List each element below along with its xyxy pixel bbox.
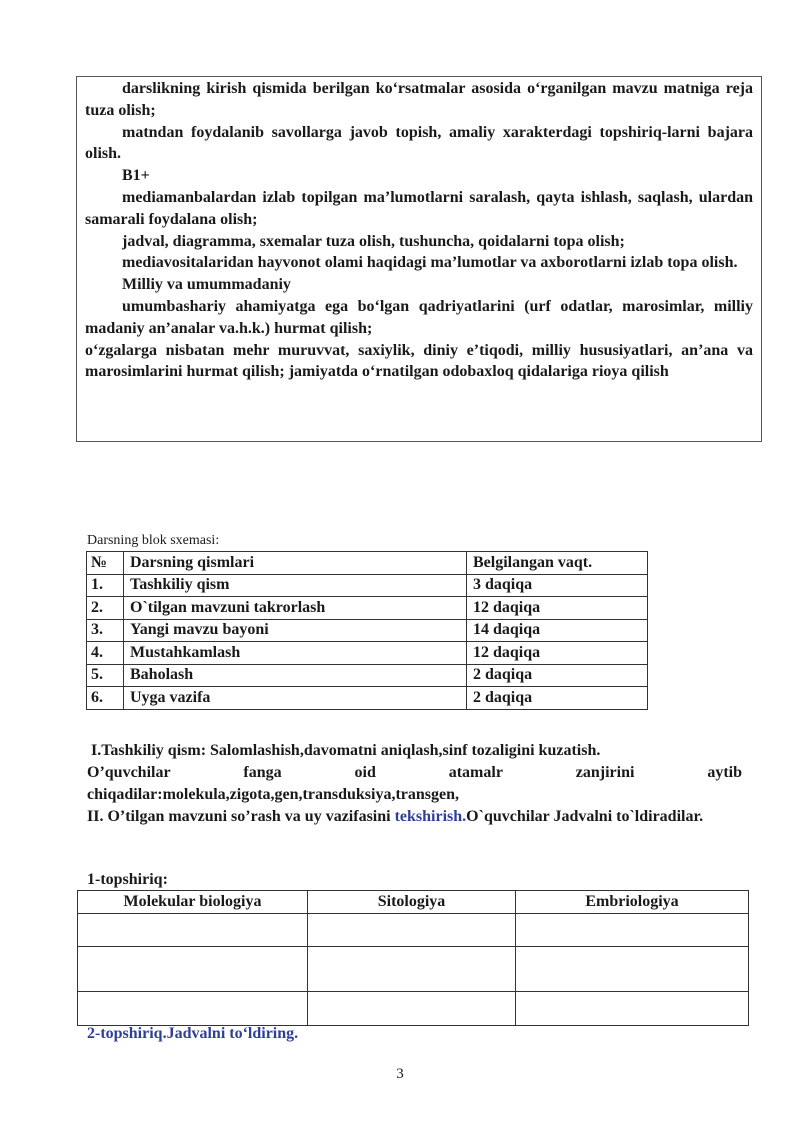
row-time: 12 daqiqa [467,642,648,665]
row-time: 14 daqiqa [467,619,648,642]
box-paragraph: umumbashariy ahamiyatga ega bo‘lgan qadriyatlarini (urf odatlar, marosimlar, milliy madaniy an’analar va.h.k.) hurmat qilish; [85,297,753,337]
header-embryology: Embriologiya [516,891,749,914]
table-row [87,619,648,642]
empty-cell [516,914,749,947]
table-row [87,574,648,597]
header-lesson-parts: Darsning qismlari [124,552,467,575]
section-2-highlight: tekshirish. [394,808,467,825]
empty-cell [78,947,308,992]
empty-cell [308,992,516,1026]
header-cytology: Sitologiya [308,891,516,914]
header-molecular-biology: Molekular biologiya [78,891,308,914]
section-2-text-end: O`quvchilar Jadvalni to`ldiradilar. [466,808,704,825]
empty-cell [78,914,308,947]
table-header-row [87,552,648,575]
row-time: 2 daqiqa [467,687,648,710]
word: O’quvchilar [87,764,171,781]
section-2-paragraph [87,806,742,828]
row-part: Yangi mavzu bayoni [124,619,467,642]
row-time: 12 daqiqa [467,597,648,620]
lesson-block-table [86,551,648,710]
table-row [87,687,648,710]
word: fanga [243,764,282,781]
section-1-line [87,762,742,784]
task-1-table [77,890,749,1026]
empty-cell [516,947,749,992]
word: aytib [707,764,742,781]
row-time: 2 daqiqa [467,664,648,687]
task-1-label: 1-topshiriq: [87,871,168,888]
table-header-row [78,891,749,914]
section-2-text: II. O’tilgan mavzuni so’rash va uy vazifasini [87,808,395,825]
learning-outcomes-box [76,76,762,442]
word: oid [354,764,376,781]
row-part: Mustahkamlash [124,642,467,665]
box-paragraph: mediamanbalardan izlab topilgan ma’lumotlarni saralash, qayta ishlash, saqlash, ulardan samarali foydalana olish; [85,188,753,228]
row-number: 1. [87,574,124,597]
task-2-label: 2-topshiriq.Jadvalni to‘ldiring. [87,1025,299,1042]
section-1-terms: chiqadilar:molekula,zigota,gen,transduksiya,transgen, [87,786,460,803]
row-part: Baholash [124,664,467,687]
section-1-heading: I.Tashkiliy qism: Salomlashish,davomatni aniqlash,sinf tozaligini kuzatish. [91,742,601,759]
box-paragraph: o‘zgalarga nisbatan mehr muruvvat, saxiylik, diniy e’tiqodi, milliy hususiyatlari, an’ana va marosimlarini hurmat qilish; jamiyatda o‘rnatilgan odobaxloq qidalariga rioya qilish [85,341,753,381]
page-number: 3 [396,1066,404,1082]
box-paragraph: darslikning kirish qismida berilgan ko‘rsatmalar asosida o‘rganilgan mavzu matniga reja tuza olish; [85,80,753,119]
row-time: 3 daqiqa [467,574,648,597]
row-part: O`tilgan mavzuni takrorlash [124,597,467,620]
box-paragraph: jadval, diagramma, sxemalar tuza olish, tushuncha, qoidalarni topa olish; [122,232,625,250]
row-number: 6. [87,687,124,710]
box-paragraph: Milliy va umummadaniy [122,276,291,294]
row-number: 4. [87,642,124,665]
row-number: 5. [87,664,124,687]
row-number: 2. [87,597,124,620]
empty-cell [78,992,308,1026]
row-part: Uyga vazifa [124,687,467,710]
table-row [78,947,749,992]
header-time: Belgilangan vaqt. [467,552,648,575]
word: zanjirini [575,764,635,781]
table-row [87,664,648,687]
box-paragraph: mediavositalaridan hayvonot olami haqidagi ma’lumotlar va axborotlarni izlab topa olish. [122,254,738,272]
empty-cell [308,914,516,947]
row-part: Tashkiliy qism [124,574,467,597]
table-row [87,597,648,620]
block-scheme-caption: Darsning blok sxemasi: [87,533,220,548]
table-row [87,642,648,665]
empty-cell [516,992,749,1026]
empty-cell [308,947,516,992]
box-paragraph: matndan foydalanib savollarga javob topish, amaliy xarakterdagi topshiriq-larni bajara olish. [85,123,753,163]
header-number: № [87,552,124,575]
row-number: 3. [87,619,124,642]
table-row [78,914,749,947]
word: atamalr [448,764,503,781]
table-row [78,992,749,1026]
box-paragraph: B1+ [122,167,150,185]
